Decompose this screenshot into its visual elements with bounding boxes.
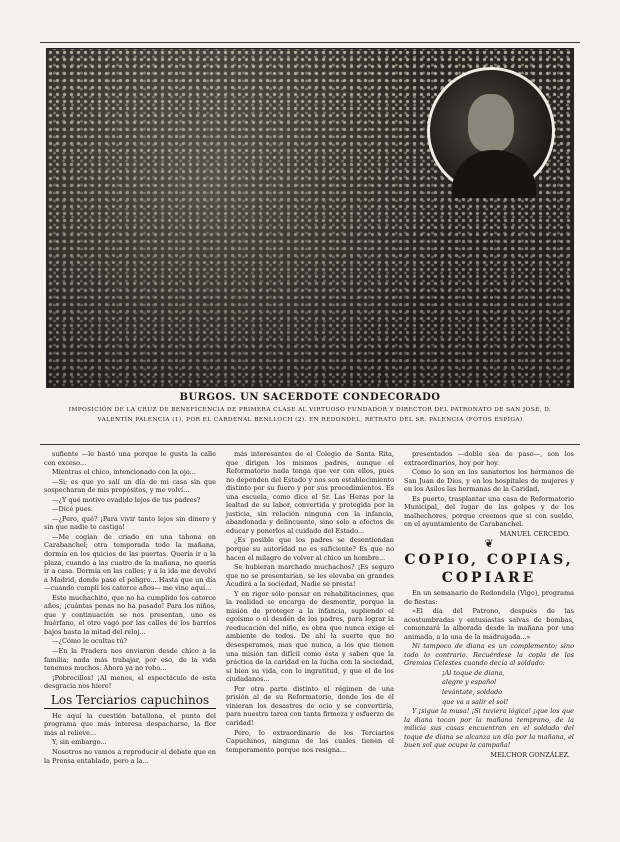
paragraph: —En la Pradera nos enviaron desde chico a la familia; nada más trabajar, por eso, de la vida tenemos muchos. Ahora ya no robo... [44,647,216,673]
fleuron-icon: ❦ [484,537,494,551]
paragraph: He aquí la cuestión batallona, el punto del programa que más interesa despacharse, la flor más al relieve... [44,711,216,737]
author-signature: MELCHOR GONZÁLEZ. [490,750,570,759]
article-column-3 [404,450,574,760]
article-title: COPIO, COPIAS, COPIARE [404,552,574,587]
paragraph: —¿Y qué motivo evadido lejos de tus padres? [52,495,201,504]
paragraph: Nosotros no vamos a reproducir el debate que en la Prensa entablado, pero a la... [44,747,216,765]
paragraph: Es puerto, trasplantar una casa de Reformatorio Municipal, del lugar de las golpes y de los malhechores, porque creemos que si con sueldo, en el ayuntamiento de Carabanchel. [404,494,574,529]
paragraph: —¿Pero, qué? ¡Para vivir tanto lejos sin dinero y sin que nadie te castiga! [44,514,216,532]
paragraph: Se hubieran marchado muchachos? ¡Es seguro que no se presentarían, se les elevaba en grandes Acudirá a la sociedad, Nadie se presta! [226,563,394,589]
paragraph: En un semanario de Redondela (Vigo), programa de fiestas: [404,589,574,606]
paragraph: Este muchachito, que no ha cumplido los catorce años, ¡cuántas penas no ha pasado! Para los niños, que y continuación se nos presentan, uno es huérfano, el otro vagó por las calles de los barrios bajos hasta la mitad del reloj... [44,593,216,636]
article-column-2 [226,450,394,755]
paragraph: Y en rigor sólo pensar en rehabilitaciones, que la realidad se encarga de desmentir, porque la misión de proteger a la infancia, supliendo el egoísmo o el desdén de los padres, para lograr la reeducación del niño, es obra que nunca exige el ambiente de todos. De ahí la suerte que no desesperamos, mas que nunca, a los que tienen una misión tan difícil como ésta y saben que la práctica de la caridad en la lucha con la sociedad, si bien su vida, con lo ingratitud, y que el de los ciudadanos... [226,589,394,684]
paragraph: —Me cogían de criado en una tahona en Carabanchel; otra temporada todo la mañana, dormía en los quicios de las puertas. Quería ir a la plaza, cuando a las cuatro de la mañana, no quería ir a casa. Dormía en las calles; y a la ida me devolví a Madrid, donde pasé el peligro... Hasta que un día —cuando cumplí los catorce años— me vine aquí... [44,532,216,593]
section-heading: Los Terciarios capuchinos [44,693,216,709]
paragraph: Y, sin embargo... [52,738,107,747]
portrait-body [452,150,536,198]
paragraph: —Dicé pues. [52,505,93,514]
mid-rule [40,444,580,445]
photo-caption-body [56,405,564,425]
paragraph: Y ¡sigue la musa! ¡Si tuviera lógica! ¡que los que la diana tocan por la mañana temprano, de la milicia sus casas encuentran en el soldado del toque de diana se alcanza un día por la mañana, el buen sol que ocupa la campaña! [404,707,574,750]
news-photo [46,48,574,388]
paragraph: sufiente —le bastó una porque le gusta la calle con exceso... [44,450,216,467]
article-column-1 [44,450,216,766]
verse-line: levántate, soldado [442,688,503,697]
paragraph: ¡Pobrecillos! ¡Al menos, el espectáculo de esta desgracia nos hiere! [44,673,216,691]
photo-credit: (FOTOS ESPIGA) [466,417,523,423]
paragraph: Como lo son en los sanatorios los hermanos de San Juan de Dios, y en los hospitales de mujeres y en los Asilos las hermanas de la Caridad. [404,468,574,494]
paragraph: Por otra parte distinto el régimen de una prisión al de su Reformatorio, donde los de él vinieran los desastres de ocio y se convertiría, para nuestra tarea con tanta firmeza y esfuerzo de caridad! [226,684,394,727]
paragraph: Mientras el chico, intencionado con la ojo... [52,468,196,477]
verse-line: que va a salir el sol! [442,697,509,706]
portrait-face [468,94,514,152]
paragraph: —¿Cómo le ocultas tú? [52,637,127,646]
photo-caption-title: BURGOS. UN SACERDOTE CONDECORADO [179,392,441,403]
author-signature: MANUEL CERCEDO. [499,529,570,538]
portrait-medallion [427,67,555,195]
verse-line: alegre y español [442,678,497,687]
paragraph: más interesantes de el Colegio de Santa Rita, que dirigen los mismos padres, aunque el Reformatorio nada tenga que ver con ellos, pues no dependen del Estado y nos son establecimiento distinto por su fuero y por sus procedimientos. Es una escuela, como dice el Sr. Las Heras por la lealtad de su labor, convertida y protegida por la justicia, sin relación ninguna con la infancia, abandonada y delincuente, sino solo a efectos de educar y ponerlos al cuidado del Estado... [226,450,394,535]
paragraph: Pero, lo extraordinario de los Terciarios Capuchinos, ninguna de las cuales tienen el temperamento porque nos resigna... [226,728,394,754]
top-rule [40,42,580,43]
paragraph: presentados —doble sea de paso—, son los extraordinarios, hoy por hoy. [404,450,574,467]
photo-caption-text: IMPOSICIÓN DE LA CRUZ DE BENEFICENCIA DE PRIMERA CLASE AL VIRTUOSO FUNDADOR Y DIRECTOR DEL PATRONATO DE SAN JOSÉ, D. VALENTÍN PALENCIA (1), POR EL CARDENAL BENLLOCH (2). EN REDONDEL, RETRATO DEL SR. PALENCIA [68,407,552,423]
paragraph: «El día del Patrono, después de las acostumbradas y entusiastas salvas de bombas, comenzará la alborada desde la mañana por una animada, a la una de la madrugada...» [404,607,574,641]
paragraph: Ni tampoco de diana es un complemento; sino todo lo contrario. Recuérdese la copla de los Gremios Celestes cuando decía al soldado: [404,642,574,668]
paragraph: —Si; es que yo salí un día de mi casa sin que sospecharan de mis propósitos, y me volví... [44,477,216,495]
paragraph: ¿Es posible que los padres se desentiendan porque su autoridad no es suficiente? Es que no hacen el milagro de volver al chico un hombre... [226,536,394,562]
verse-line: ¡Al toque de diana, [442,668,505,677]
